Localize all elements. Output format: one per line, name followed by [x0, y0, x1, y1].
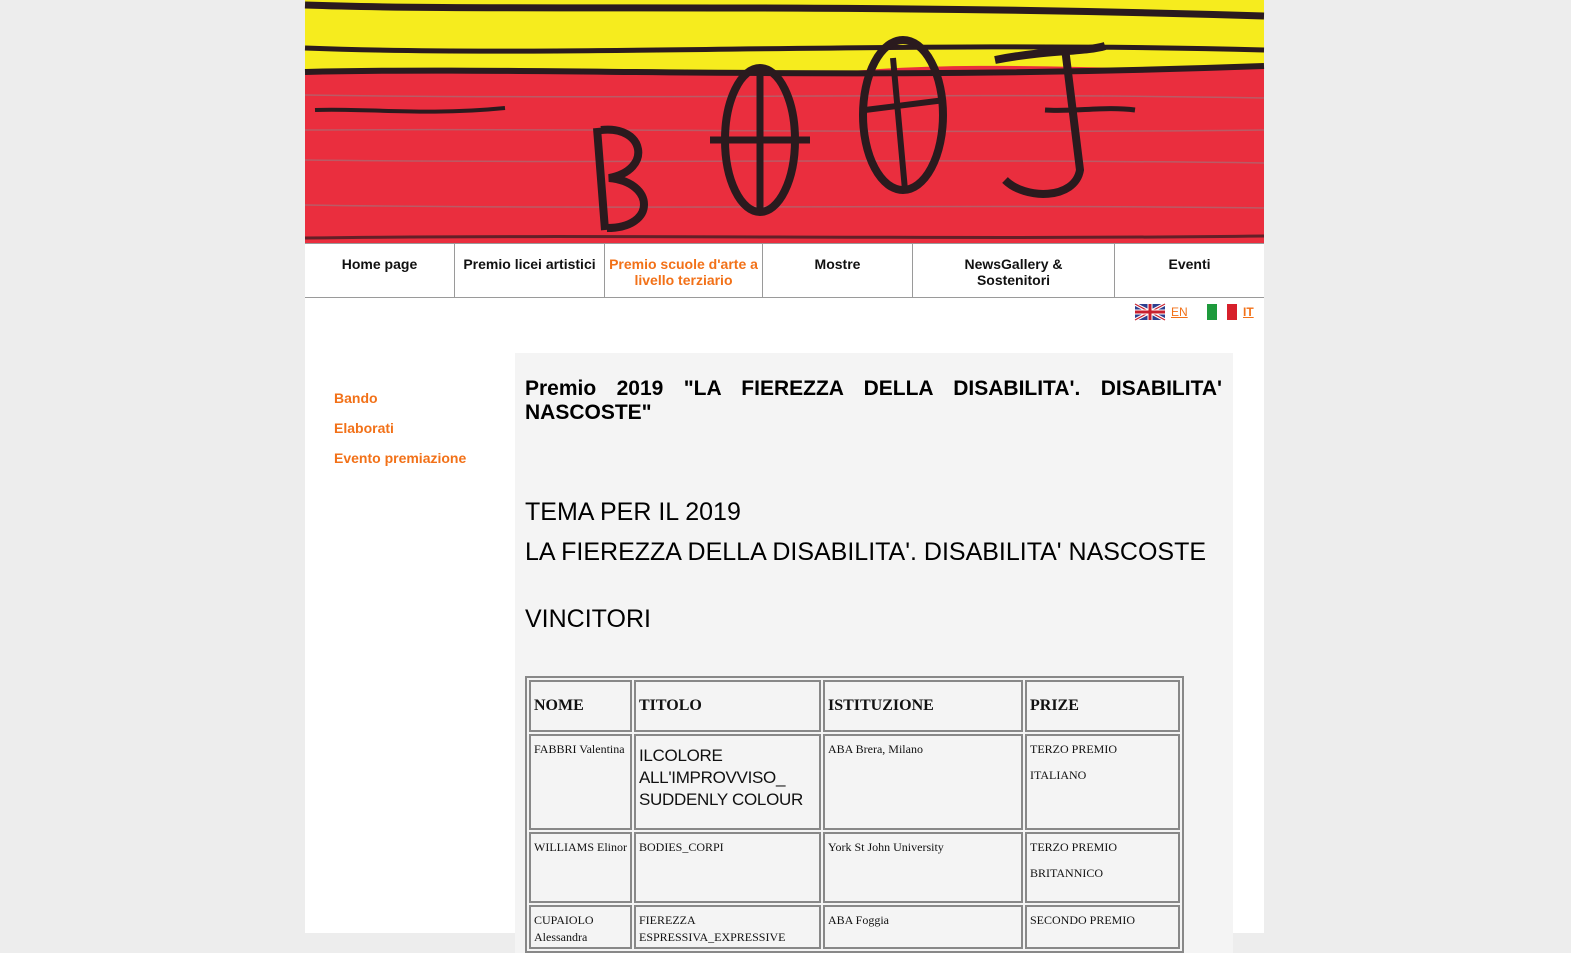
cell-titolo: BODIES_CORPI [634, 832, 821, 903]
cell-prize: SECONDO PREMIO [1025, 905, 1180, 949]
italy-flag-icon[interactable] [1207, 304, 1237, 320]
tema-title: TEMA PER IL 2019 [525, 498, 741, 526]
page [305, 0, 1264, 944]
lang-it [1207, 304, 1254, 320]
table-row [529, 832, 1180, 903]
lang-en [1135, 304, 1188, 320]
nav-home[interactable]: Home page [305, 244, 455, 297]
cell-prize: TERZO PREMIO ITALIANO [1025, 734, 1180, 830]
lang-en-link[interactable]: EN [1171, 305, 1188, 319]
cell-istituzione: York St John University [823, 832, 1023, 903]
banner-image [305, 0, 1264, 243]
table-header-row [529, 680, 1180, 732]
lang-it-link[interactable]: IT [1243, 305, 1254, 319]
sidebar [334, 390, 466, 480]
page-title: Premio 2019 "LA FIEREZZA DELLA DISABILITA'. DISABILITA' NASCOSTE" [525, 377, 1222, 424]
tema-subtitle: LA FIEREZZA DELLA DISABILITA'. DISABILITA' NASCOSTE [525, 538, 1207, 566]
vincitori-heading: VINCITORI [525, 605, 651, 633]
main-nav [305, 243, 1264, 298]
banner-drawing [305, 0, 1264, 243]
cell-titolo: FIEREZZA ESPRESSIVA_EXPRESSIVE [634, 905, 821, 949]
sidebar-item-evento-premiazione[interactable]: Evento premiazione [334, 450, 467, 466]
uk-flag-icon[interactable] [1135, 304, 1165, 320]
col-header-titolo: TITOLO [634, 680, 821, 732]
cell-prize: TERZO PREMIO BRITANNICO [1025, 832, 1180, 903]
main-content [515, 353, 1233, 953]
cell-nome: CUPAIOLO Alessandra [529, 905, 632, 949]
table-row [529, 734, 1180, 830]
nav-premio-scuole[interactable]: Premio scuole d'arte a livello terziario [605, 244, 763, 297]
col-header-prize: PRIZE [1025, 680, 1180, 732]
nav-newsgallery[interactable]: NewsGallery & Sostenitori [913, 244, 1115, 297]
winners-table [525, 676, 1184, 953]
sidebar-item-bando[interactable]: Bando [334, 390, 378, 406]
nav-premio-licei[interactable]: Premio licei artistici [455, 244, 605, 297]
cell-nome: WILLIAMS Elinor [529, 832, 632, 903]
cell-nome: FABBRI Valentina [529, 734, 632, 830]
col-header-nome: NOME [529, 680, 632, 732]
table-row [529, 905, 1180, 949]
cell-titolo: ILCOLORE ALL'IMPROVVISO_ SUDDENLY COLOUR [634, 734, 821, 830]
nav-mostre[interactable]: Mostre [763, 244, 913, 297]
cell-istituzione: ABA Foggia [823, 905, 1023, 949]
sidebar-item-elaborati[interactable]: Elaborati [334, 420, 394, 436]
nav-eventi[interactable]: Eventi [1168, 256, 1211, 272]
col-header-istituzione: ISTITUZIONE [823, 680, 1023, 732]
cell-istituzione: ABA Brera, Milano [823, 734, 1023, 830]
